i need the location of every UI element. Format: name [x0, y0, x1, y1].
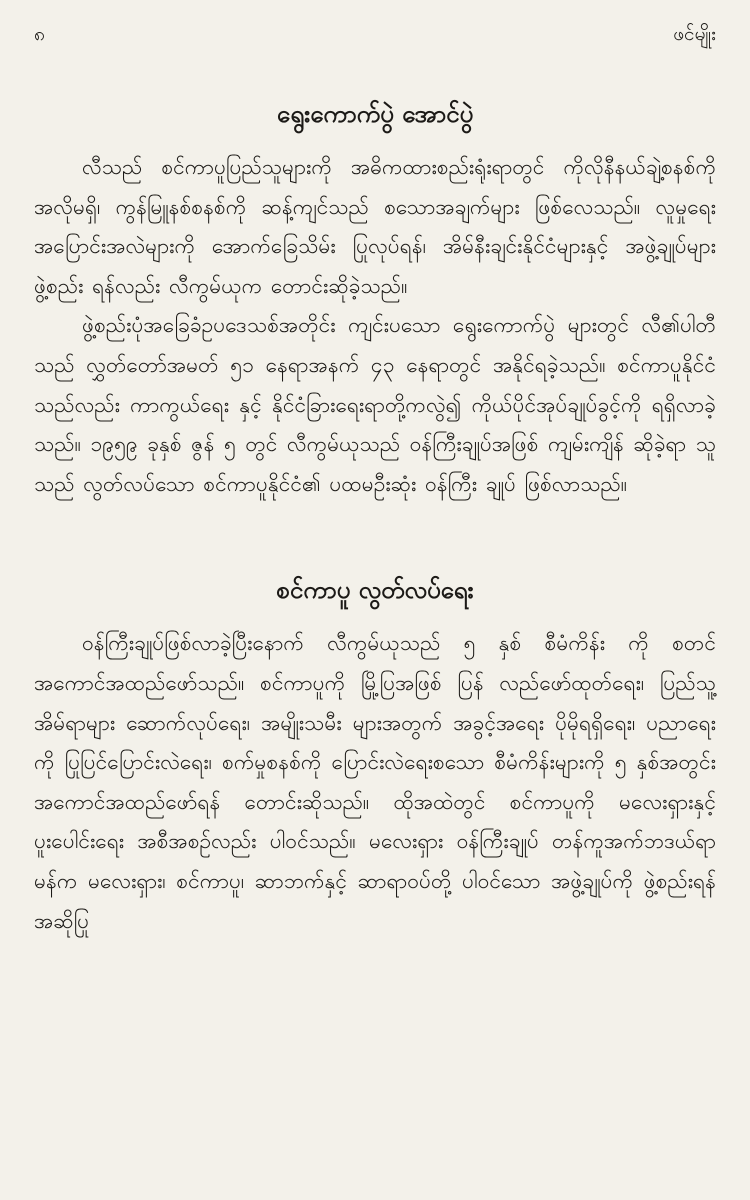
section-singapore-independence [34, 570, 716, 941]
running-header [34, 18, 716, 58]
section-election-victory [34, 94, 716, 504]
page-number: ၈ [34, 23, 45, 45]
paragraph: လီသည် စင်ကာပူပြည်သူများကို အဓိကထားစည်းရုံးရာတွင် ကိုလိုနီနယ်ချဲ့စနစ်ကို အလိုမရှိ၊ ကွန်မြူနစ်စနစ်ကို ဆန့်ကျင်သည် စသောအချက်များ ဖြစ်လေသည်။ လူမှုရေးအပြောင်းအလဲများကို အောက်ခြေသိမ်း ပြုလုပ်ရန်၊ အိမ်နီးချင်းနိုင်ငံများနှင့် အဖွဲ့ချုပ်များဖွဲ့စည်း ရန်လည်း လီကွမ်ယုက တောင်းဆိုခဲ့သည်။ [34, 155, 716, 298]
paragraph: ဖွဲ့စည်းပုံအခြေခံဥပဒေသစ်အတိုင်း ကျင်းပသော ရွေးကောက်ပွဲ များတွင် လီ၏ပါတီသည် လွှတ်တော်အမတ် ၅၁ နေရာအနက် ၄၃ နေရာတွင် အနိုင်ရခဲ့သည်။ စင်ကာပူနိုင်ငံသည်လည်း ကာကွယ်ရေး နှင့် နိုင်ငံခြားရေးရာတို့ကလွဲ၍ ကိုယ်ပိုင်အုပ်ချုပ်ခွင့်ကို ရရှိလာခဲ့သည်။ ၁၉၅၉ ခုနှစ် ဇွန် ၅ တွင် လီကွမ်ယုသည် ဝန်ကြီးချုပ်အဖြစ် ကျမ်းကျိန် ဆိုခဲ့ရာ သူသည် လွတ်လပ်သော စင်ကာပူနိုင်ငံ၏ ပထမဦးဆုံး ဝန်ကြီး ချုပ် ဖြစ်လာသည်။ [34, 313, 716, 496]
section-heading: စင်ကာပူ လွတ်လပ်ရေး [276, 576, 474, 605]
section-divider-space [34, 504, 716, 532]
running-title: ဖင်မျိုး [673, 23, 716, 45]
paragraph: ဝန်ကြီးချုပ်ဖြစ်လာခဲ့ပြီးနောက် လီကွမ်ယုသည် ၅ နှစ် စီမံကိန်း ကို စတင် အကောင်အထည်ဖော်သည်။ စင်ကာပူကို မြို့ပြအဖြစ် ပြန် လည်ဖော်ထုတ်ရေး၊ ပြည်သူ့အိမ်ရာများ ဆောက်လုပ်ရေး၊ အမျိုးသမီး များအတွက် အခွင့်အရေး ပိုမိုရရှိရေး၊ ပညာရေးကို ပြုပြင်ပြောင်းလဲရေး၊ စက်မှုစနစ်ကို ပြောင်းလဲရေးစသော စီမံကိန်းများကို ၅ နှစ်အတွင်း အကောင်အထည်ဖော်ရန် တောင်းဆိုသည်။ ထိုအထဲတွင် စင်ကာပူကို မလေးရှားနှင့် ပူးပေါင်းရေး အစီအစဉ်လည်း ပါဝင်သည်။ မလေးရှား ဝန်ကြီးချုပ် တန်ကူအက်ဘဒယ်ရာမန်က မလေးရှား၊ စင်ကာပူ၊ ဆာဘက်နှင့် ဆာရာဝပ်တို့ ပါဝင်သော အဖွဲ့ချုပ်ကို ဖွဲ့စည်းရန် အဆိုပြု [34, 631, 716, 933]
section-heading: ရွေးကောက်ပွဲ အောင်ပွဲ [276, 100, 474, 128]
